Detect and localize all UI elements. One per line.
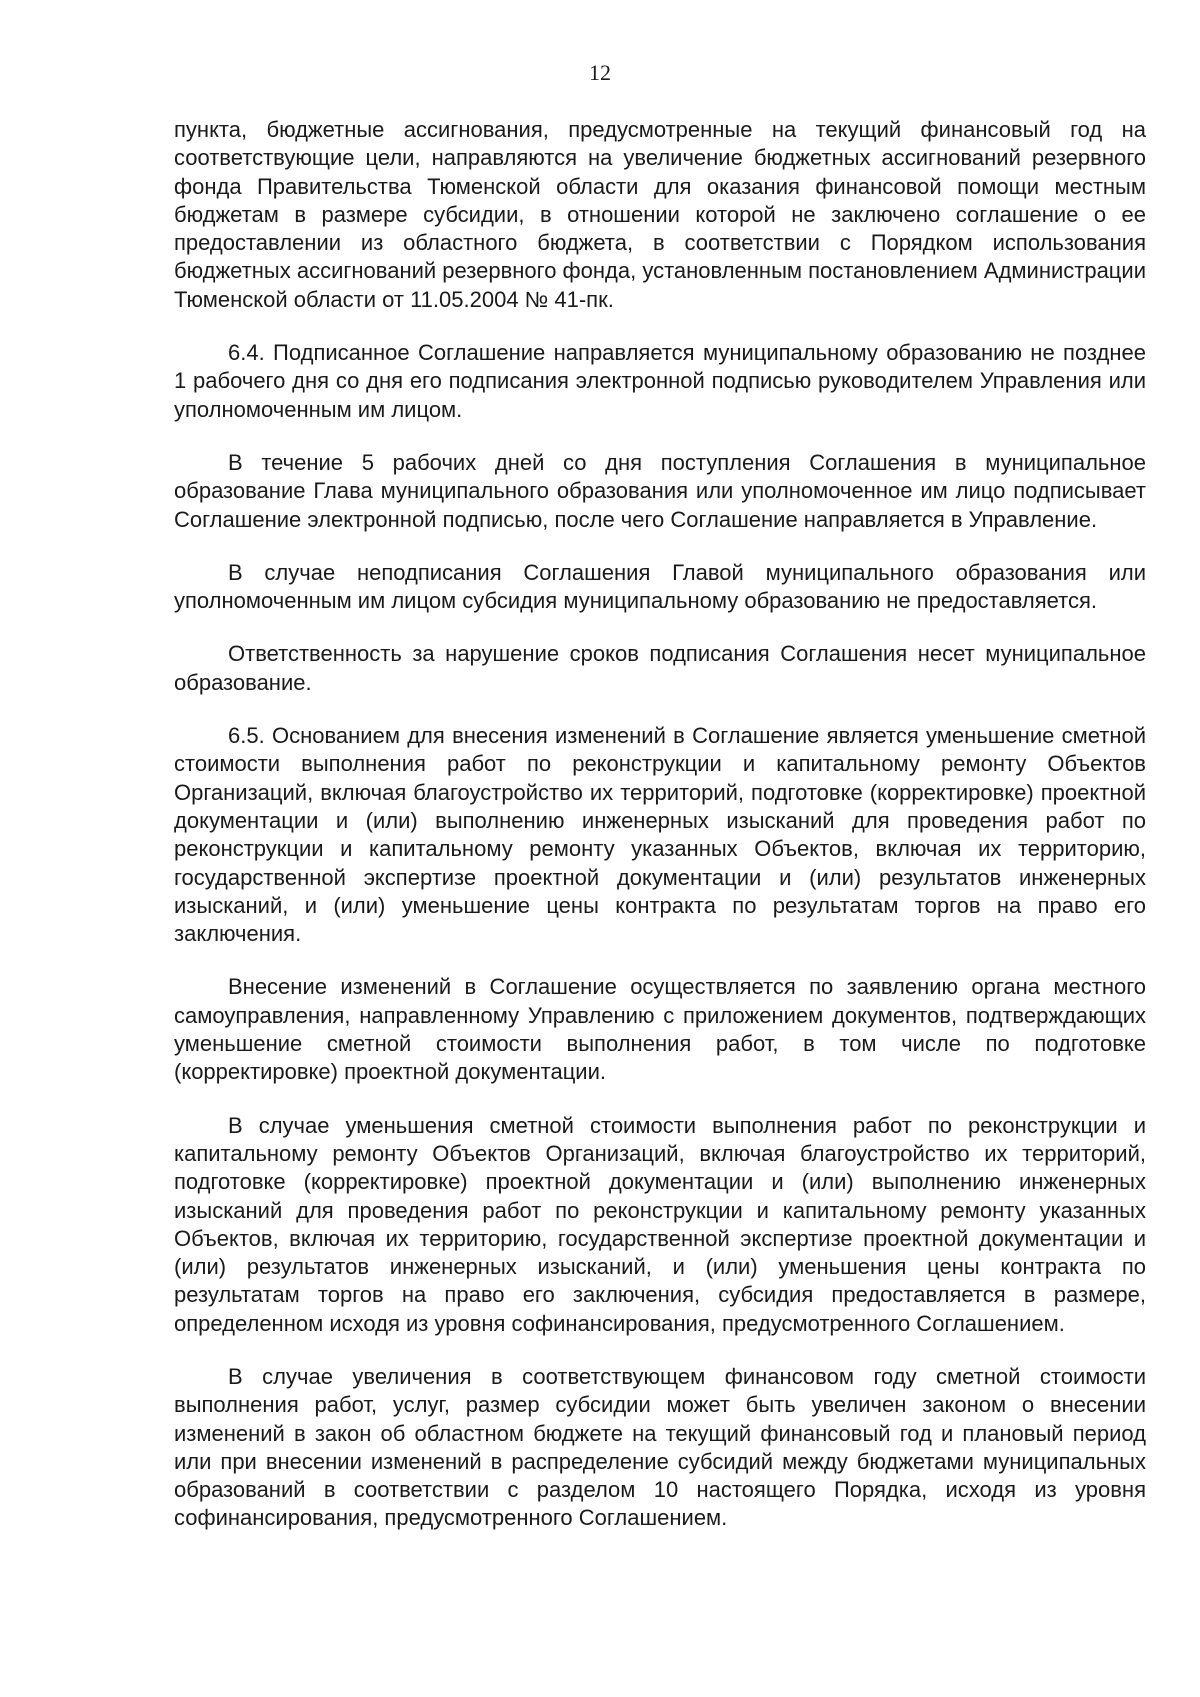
paragraph-responsibility: Ответственность за нарушение сроков подписания Соглашения несет муниципальное образование. [174,641,1146,695]
paragraph-non-signing: В случае неподписания Соглашения Главой муниципального образования или уполномоченным им лицом субсидия муниципальному образованию не предоставляется. [174,559,1146,614]
paragraph-continuation: пункта, бюджетные ассигнования, предусмотренные на текущий финансовый год на соответствующие цели, направляются на увеличение бюджетных ассигнований резервного фонда Правительства Тюменской области для оказания финансовой помощи местным бюджетам в размере субсидии, в отношении которой не заключено соглашение о ее предоставлении из областного бюджета, в соответствии с Порядком использования бюджетных ассигнований резервного фонда, установленным постановлением Администрации Тюменской области от 11.05.2004 № 41-пк. [174,117,1146,312]
paragraph-signing-period: В течение 5 рабочих дней со дня поступления Соглашения в муниципальное образование Глава муниципального образования или уполномоченное им лицо подписывает Соглашение электронной подписью, после чего Соглашение направляется в Управление. [174,449,1146,532]
paragraph-6-4: 6.4. Подписанное Соглашение направляется муниципальному образованию не позднее 1 рабочего дня со дня его подписания электронной подписью руководителем Управления или уполномоченным им лицом. [174,340,1146,422]
paragraph-6-5: 6.5. Основанием для внесения изменений в Соглашение является уменьшение сметной стоимости выполнения работ по реконструкции и капитальному ремонту Объектов Организаций, включая благоустройство их территорий, подготовке (корректировке) проектной документации и (или) выполнению инженерных изысканий для проведения работ по реконструкции и капитальному ремонту указанных Объектов, включая их территорию, государственной экспертизе проектной документации и (или) результатов инженерных изысканий, и (или) уменьшение цены контракта по результатам торгов на право его заключения. [174,723,1146,947]
document-body [174,116,1146,1558]
paragraph-amendments: Внесение изменений в Соглашение осуществляется по заявлению органа местного самоуправления, направленному Управлению с приложением документов, подтверждающих уменьшение сметной стоимости выполнения работ, в том числе по подготовке (корректировке) проектной документации. [174,974,1146,1085]
page-number: 12 [589,60,611,85]
paragraph-cost-reduction: В случае уменьшения сметной стоимости выполнения работ по реконструкции и капитальному ремонту Объектов Организаций, включая благоустройство их территорий, подготовке (корректировке) проектной документации и (или) выполнению инженерных изысканий для проведения работ по реконструкции и капитальному ремонту указанных Объектов, включая их территорию, государственной экспертизе проектной документации и (или) результатов инженерных изысканий, и (или) уменьшения цены контракта по результатам торгов на право его заключения, субсидия предоставляется в размере, определенном исходя из уровня софинансирования, предусмотренного Соглашением. [174,1112,1146,1336]
paragraph-cost-increase: В случае увеличения в соответствующем финансовом году сметной стоимости выполнения работ, услуг, размер субсидии может быть увеличен законом о внесении изменений в закон об областном бюджете на текущий финансовый год и плановый период или при внесении изменений в распределение субсидий между бюджетами муниципальных образований в соответствии с разделом 10 настоящего Порядка, исходя из уровня софинансирования, предусмотренного Соглашением. [174,1363,1146,1531]
